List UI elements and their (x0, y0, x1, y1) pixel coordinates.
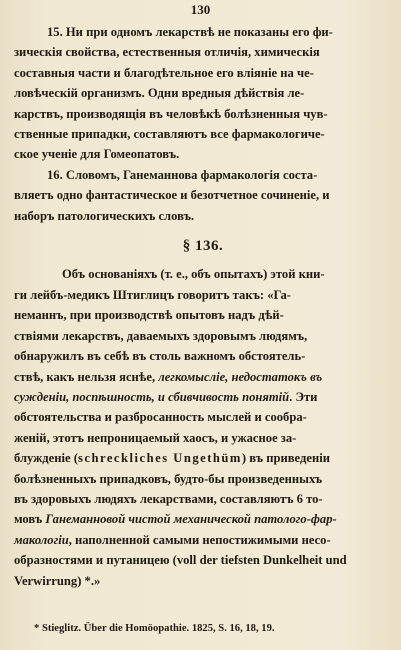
paragraph-15 (14, 22, 392, 165)
text-run: блужденіе ( (14, 451, 78, 466)
text-line (14, 387, 392, 407)
text-run: ) въ приведеніи (241, 451, 330, 466)
text-line: неманнъ, при производствѣ опытовъ надъ дѣй- (14, 308, 284, 323)
german-run: schreckliches Ungethüm (77, 451, 242, 466)
text-line (14, 367, 392, 387)
text-line (14, 448, 392, 468)
italic-run: сужденіи, поспѣшность, и сбивчивость понятій (14, 389, 290, 404)
text-line: Объ основаніяхъ (т. е., объ опытахъ) этой кни- (62, 267, 325, 282)
text-line: карствъ, производящія въ человѣкѣ болѣзненныя чув- (14, 106, 328, 121)
italic-run: легкомысліе, недостатокъ въ (158, 369, 323, 384)
text-line: ловѣческій организмъ. Одни вредныя дѣйствія ле- (14, 86, 305, 101)
italic-run: Ганеманновой чистой механической патолого-фар- (45, 512, 337, 527)
text-line: образностями и путаницею (voll der tiefsten Dunkelheit und (14, 553, 347, 568)
text-line: женій, этотъ непроницаемый хаосъ, и ужасное за- (14, 430, 297, 445)
page-number: 130 (190, 2, 211, 17)
text-line: наборъ патологическихъ словъ. (14, 208, 195, 223)
quote-paragraph (14, 264, 392, 591)
text-run: , наполненной самыми непостижимыми несо- (68, 532, 331, 547)
text-line (14, 530, 392, 550)
text-line: въ здоровыхъ людяхъ лекарствами, составляютъ 6 то- (14, 491, 323, 506)
text-line: 16. Словомъ, Ганеманнова фармакологія соста- (47, 167, 318, 182)
text-line: болѣзненныхъ припадковъ, будто-бы произведенныхъ (14, 471, 323, 486)
text-line: вляетъ одно фантастическое и безотчетное сочиненіе, и (14, 188, 330, 203)
text-line (14, 509, 392, 529)
text-line: ствіями лекарствъ, даваемыхъ здоровымъ людямъ, (14, 328, 308, 343)
text-line: 15. Ни при одномъ лекарствѣ не показаны его фи- (47, 25, 333, 39)
text-run: . Эти (289, 389, 318, 404)
text-line: ги лейбъ-медикъ Штиглицъ говоритъ такъ: «Га- (14, 287, 291, 302)
paragraph-16 (14, 165, 392, 226)
text-line: составныя части и благодѣтельное его вліяніе на че- (14, 65, 314, 80)
text-run: ствѣ, какъ нельзя яснѣе, (14, 369, 159, 384)
text-line: Verwirrung) *.» (14, 573, 101, 588)
text-line: зическія свойства, естественныя отличія, химическія (14, 45, 320, 60)
text-line: ственные припадки, составляютъ все фармакологиче- (14, 127, 325, 142)
page-body (14, 22, 392, 591)
footnote: * Stieglitz. Über die Homöopathie. 1825, S. 16, 18, 19. (34, 623, 275, 634)
italic-run: макологіи (14, 532, 69, 547)
text-line: обстоятельства и разбросанность мыслей и сообра- (14, 410, 307, 425)
text-run: мовъ (14, 512, 46, 527)
section-heading: § 136. (182, 238, 224, 255)
text-line: обнаружилъ въ себѣ въ столь важномъ обстоятель- (14, 349, 306, 364)
text-line: ское ученіе для Гомеопатовъ. (14, 147, 180, 162)
